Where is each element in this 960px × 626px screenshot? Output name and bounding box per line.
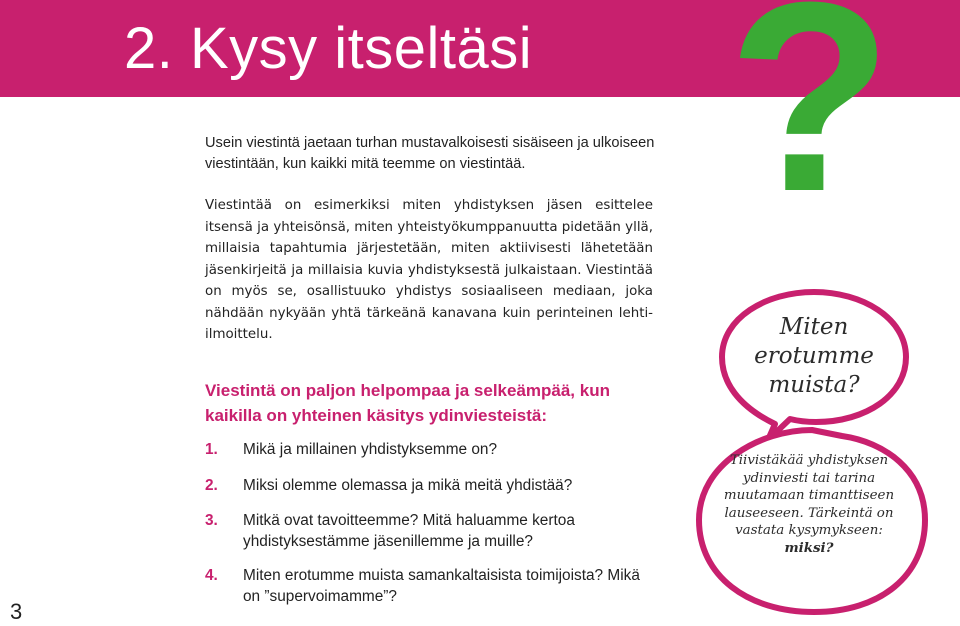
bubble-bottom-body: Tiivistäkää yhdistyksen ydinviesti tai tarina muutamaan timanttiseen lauseeseen. Tärkeintä on vastata kysymykseen: <box>723 453 895 538</box>
bubble-bottom-text <box>706 452 912 557</box>
bubble-bottom-emphasis: miksi? <box>784 539 834 556</box>
list-number: 1. <box>205 441 218 458</box>
list-text: Miten erotumme muista samankaltaisista toimijoista? Mikä on ”supervoimamme”? <box>243 567 640 605</box>
body-paragraph: Viestintää on esimerkiksi miten yhdistyksen jäsen esittelee itsensä ja yhteisönsä, miten yhteistyökumppanuutta pidetään yllä, millaisia tapahtumia järjestetään, miten aktiivisesti lähetetään jäsenkirjeitä ja millaisia kuvia yhdistyksestä julkaistaan. Viestintää on myös se, osallistuuko yhdistys sosiaaliseen mediaan, joka nähdään nykyään yhtä tärkeänä kanavana kuin perinteinen lehti-ilmoittelu. <box>205 198 653 342</box>
list-text: Mikä ja millainen yhdistyksemme on? <box>243 441 498 458</box>
intro-paragraph: Usein viestintä jaetaan turhan mustavalkoisesti sisäiseen ja ulkoiseen viestintään, kun kaikki mitä teemme on viestintää. <box>205 135 655 172</box>
list-number: 3. <box>205 512 218 529</box>
list-number: 2. <box>205 477 218 494</box>
page-title: 2. Kysy itseltäsi <box>124 16 533 81</box>
question-mark-glyph: ? <box>727 0 893 248</box>
highlight-statement: Viestintä on paljon helpompaa ja selkeämpää, kun kaikilla on yhteinen käsitys ydinviesteistä: <box>205 381 610 425</box>
list-text: Miksi olemme olemassa ja mikä meitä yhdistää? <box>243 477 573 494</box>
bubble-top-text: Miten erotumme muista? <box>754 314 874 398</box>
page-number: 3 <box>10 599 23 624</box>
list-text: Mitkä ovat tavoitteemme? Mitä haluamme kertoa yhdistyksestämme jäsenillemme ja muille? <box>243 512 575 550</box>
list-number: 4. <box>205 567 218 584</box>
